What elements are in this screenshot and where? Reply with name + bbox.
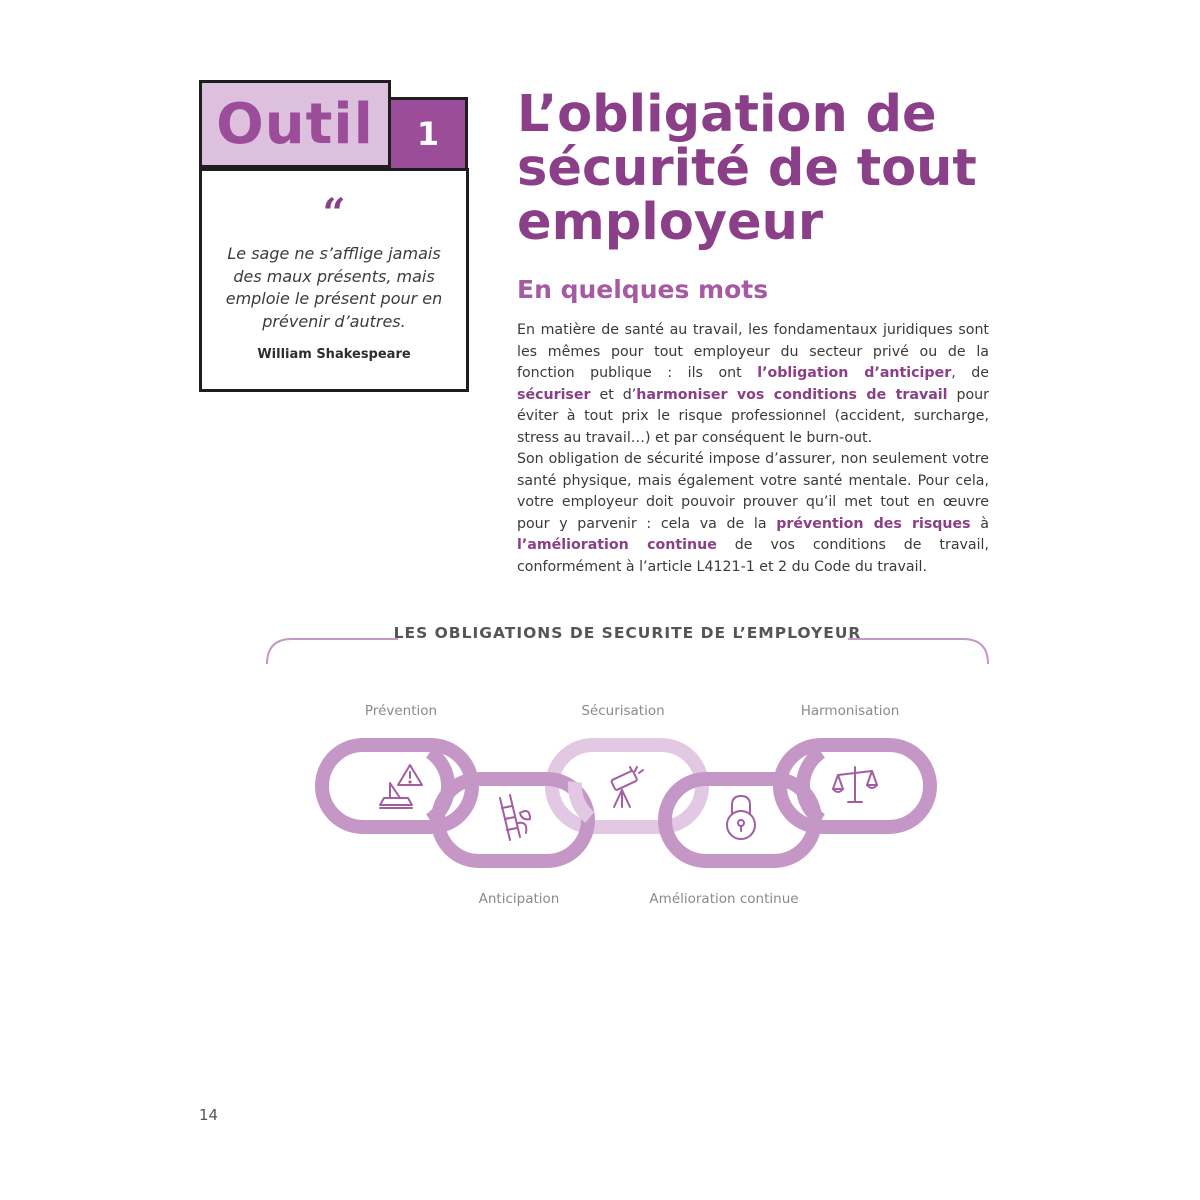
text-run: et d’ — [590, 386, 637, 403]
section-header — [265, 620, 990, 668]
title-line-2: sécurité de tout — [517, 139, 977, 198]
section-subtitle: En quelques mots — [517, 275, 769, 304]
tool-number: 1 — [416, 115, 440, 153]
text-run: , de — [951, 365, 989, 381]
warning-boat-icon — [380, 765, 422, 808]
quote-author: William Shakespeare — [257, 347, 411, 362]
section-title: LES OBLIGATIONS DE SECURITE DE L’EMPLOYEUR — [393, 624, 862, 642]
chain-diagram — [300, 695, 960, 915]
highlight-securiser: sécuriser — [517, 386, 591, 403]
label-prevention: Prévention — [364, 703, 438, 719]
tool-label-box — [199, 80, 391, 168]
text-run: En matière de santé au travail, les fondamentaux juridiques sont les mêmes pour tout employeur du secteur privé ou de la fonction publique : ils ont — [517, 322, 989, 381]
page-title — [517, 85, 997, 252]
chain-svg — [300, 695, 960, 915]
text-run: Son obligation de sécurité impose d’assurer, non seulement votre santé physique, mais également votre santé mentale. Pour cela, votre employeur doit pouvoir prouver qu’il met tout en œuvre pour y parvenir : cela va de la — [517, 451, 989, 532]
text-run: à — [970, 515, 989, 532]
highlight-anticiper: l’obligation d’anticiper — [757, 365, 952, 381]
ladder-plant-icon — [500, 795, 530, 840]
label-harmonisation: Harmonisation — [800, 703, 900, 719]
tool-number-box — [391, 97, 468, 171]
highlight-prevention: prévention des risques — [776, 515, 971, 532]
quote-box — [199, 168, 469, 392]
text-run: pour éviter à tout prix le risque professionnel (accident, surcharge, stress au travail…) et par conséquent le burn-out. — [517, 386, 989, 446]
padlock-icon — [727, 796, 755, 839]
quote-mark: “ — [322, 190, 346, 237]
paragraph-2 — [517, 449, 989, 578]
label-anticipation: Anticipation — [478, 891, 560, 907]
highlight-harmoniser: harmoniser vos conditions de travail — [636, 386, 948, 403]
title-line-1: L’obligation de — [517, 85, 937, 144]
scales-icon — [833, 767, 877, 802]
label-securisation: Sécurisation — [581, 703, 665, 719]
page-number: 14 — [199, 1106, 219, 1124]
paragraph-1 — [517, 320, 989, 449]
tool-label: Outil — [216, 91, 374, 157]
quote-text: Le sage ne s’afflige jamais des maux présents, mais emploie le présent pour en prévenir d’autres. — [225, 244, 443, 331]
telescope-icon — [611, 767, 643, 807]
label-amelioration: Amélioration continue — [649, 891, 799, 907]
text-run: de vos conditions de travail, conformément à l’article L4121-1 et 2 du Code du travail. — [517, 537, 990, 575]
title-line-3: employeur — [517, 193, 824, 252]
body-text — [517, 320, 989, 578]
highlight-amelioration: l’amélioration continue — [517, 537, 717, 553]
